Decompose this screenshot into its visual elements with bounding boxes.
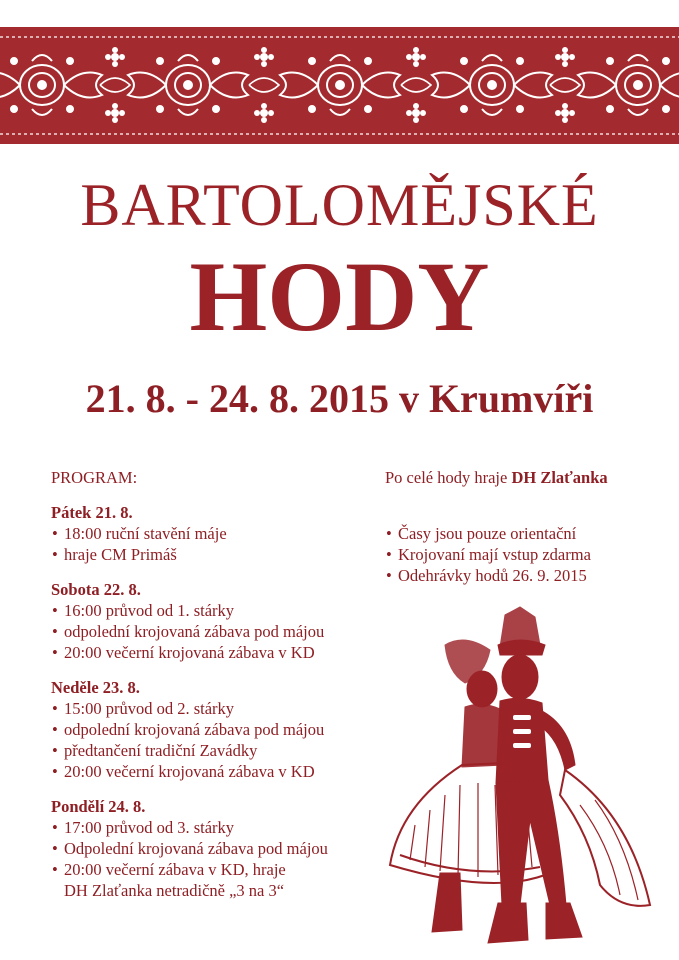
note-item: • Odehrávky hodů 26. 9. 2015 [385, 565, 675, 586]
program-column [51, 467, 381, 901]
program-item: • 15:00 průvod od 2. stárky [51, 698, 381, 719]
day-title: Pondělí 24. 8. [51, 797, 146, 816]
program-item: • 20:00 večerní krojovaná zábava v KD [51, 761, 381, 782]
program-item: • odpolední krojovaná zábava pod májou [51, 719, 381, 740]
program-item: • 17:00 průvod od 3. stárky [51, 817, 381, 838]
program-item: • Odpolední krojovaná zábava pod májou [51, 838, 381, 859]
note-item: • Časy jsou pouze orientační [385, 523, 675, 544]
day-title: Sobota 22. 8. [51, 580, 141, 599]
band-name: DH Zlaťanka [511, 468, 608, 487]
ornament-pattern-icon [0, 27, 679, 144]
title-line-2: HODY [189, 241, 490, 352]
program-item: • předtančení tradiční Zavádky [51, 740, 381, 761]
folk-ornament-band [0, 27, 679, 144]
program-item: • 20:00 večerní krojovaná zábava v KD [51, 642, 381, 663]
dancers-icon [370, 605, 670, 955]
day-block-friday [51, 502, 381, 565]
day-block-monday [51, 796, 381, 901]
program-item: • 20:00 večerní zábava v KD, hraje [51, 859, 381, 880]
program-item-continuation: DH Zlaťanka netradičně „3 na 3“ [64, 881, 285, 900]
band-line [385, 467, 675, 488]
title-line-1: BARTOLOMĚJSKÉ [80, 172, 599, 238]
day-title: Neděle 23. 8. [51, 678, 140, 697]
info-column [385, 467, 675, 586]
event-dates: 21. 8. - 24. 8. 2015 v Krumvíři [85, 376, 594, 421]
program-item: • 16:00 průvod od 1. stárky [51, 600, 381, 621]
day-title: Pátek 21. 8. [51, 503, 133, 522]
program-heading: PROGRAM: [51, 468, 138, 487]
program-item: • odpolední krojovaná zábava pod májou [51, 621, 381, 642]
day-block-saturday [51, 579, 381, 663]
band-intro: Po celé hody hraje [385, 468, 508, 487]
day-block-sunday [51, 677, 381, 782]
note-item: • Krojovaní mají vstup zdarma [385, 544, 675, 565]
folk-dancers-illustration [370, 605, 670, 960]
program-item: • 18:00 ruční stavění máje [51, 523, 381, 544]
program-item: • hraje CM Primáš [51, 544, 381, 565]
